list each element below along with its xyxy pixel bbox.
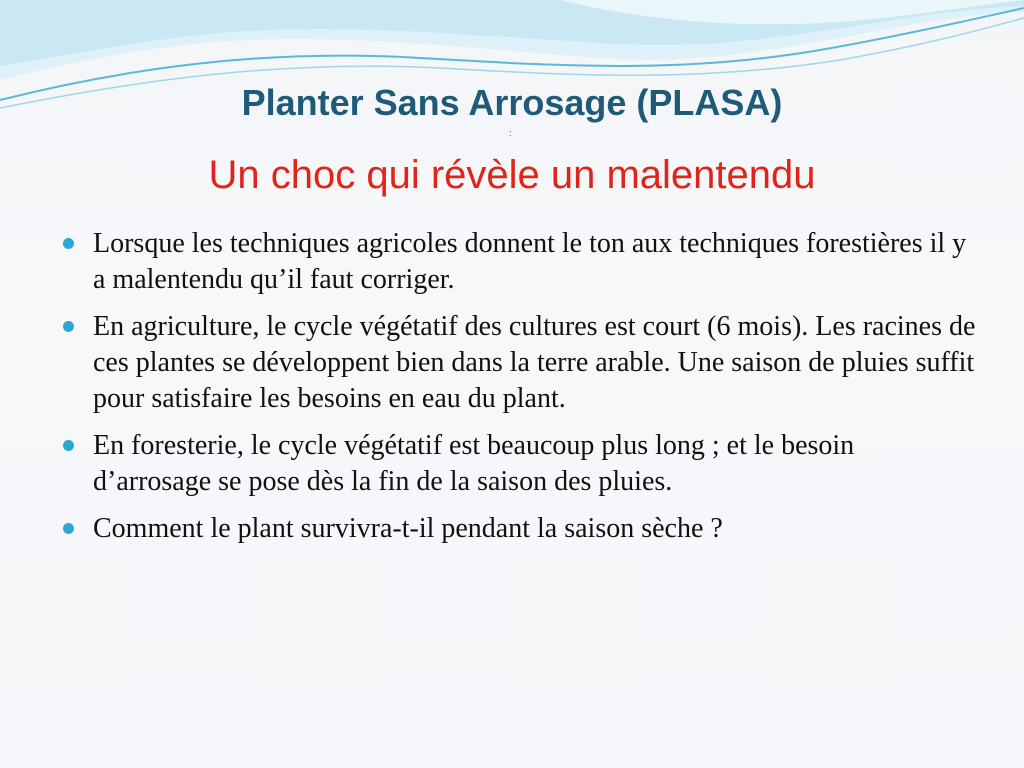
bullet-text: En agriculture, le cycle végétatif des cultures est court (6 mois). Les racines de ces plantes se développent bien dans la terre arable. Une saison de pluies suffit pour satisfaire les besoins en eau du plant. — [93, 311, 976, 414]
slide-title: Planter Sans Arrosage (PLASA) — [241, 82, 783, 123]
bullet-dot-icon — [63, 321, 74, 332]
bullet-text: Lorsque les techniques agricoles donnent le ton aux techniques forestières il y a malentendu qu’il faut corriger. — [93, 228, 967, 295]
bullet-text: En foresterie, le cycle végétatif est beaucoup plus long ; et le besoin d’arrosage se pose dès la fin de la saison des pluies. — [93, 430, 855, 497]
slide-subtitle: Un choc qui révèle un malentendu — [208, 153, 816, 197]
bullet-list — [58, 226, 978, 558]
bullet-dot-icon — [63, 523, 74, 534]
bullet-item — [58, 309, 978, 417]
bullet-dot-icon — [63, 440, 74, 451]
bullet-text: Comment le plant survivra-t-il pendant la saison sèche ? — [93, 513, 723, 544]
stray-mark: : — [509, 128, 512, 138]
bullet-dot-icon — [63, 238, 74, 249]
bullet-item — [58, 511, 978, 547]
bullet-item — [58, 428, 978, 500]
bullet-item — [58, 226, 978, 298]
